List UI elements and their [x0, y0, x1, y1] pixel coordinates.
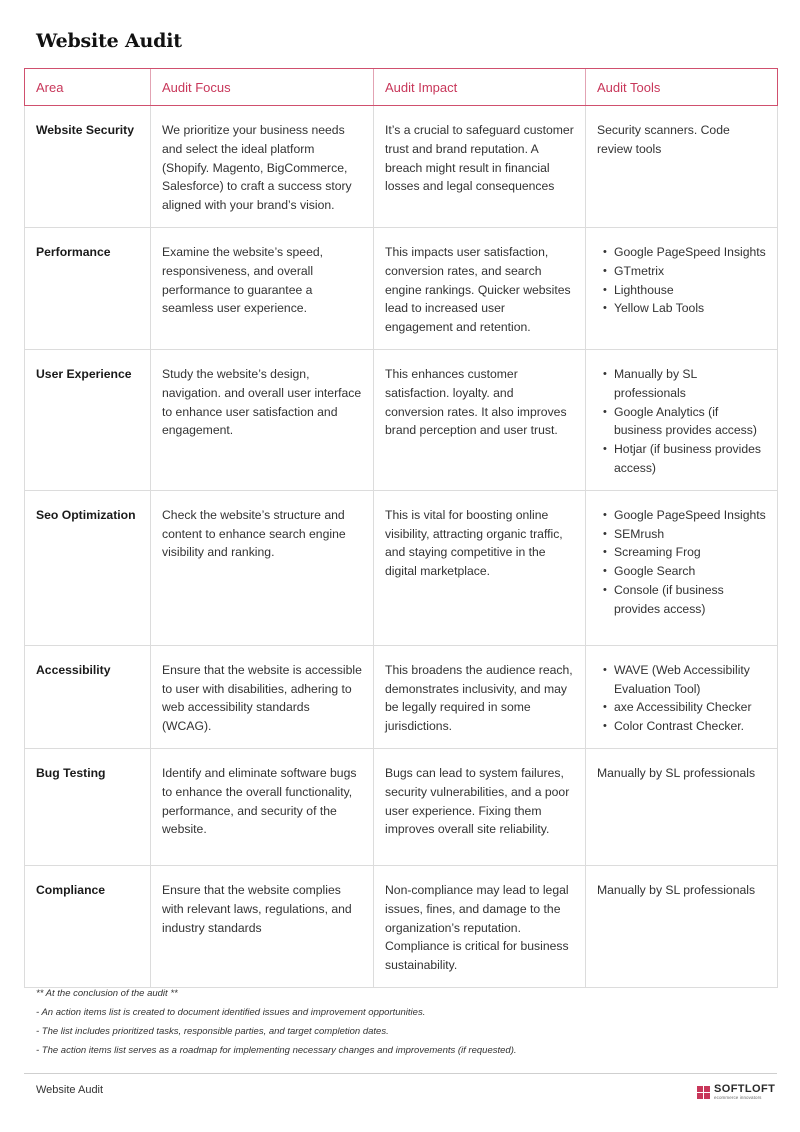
area-cell: Performance	[25, 227, 151, 349]
area-cell: Compliance	[25, 865, 151, 987]
tools-list-item: • Google Search	[603, 562, 766, 581]
logo-tagline: ecommerce innovators	[714, 1095, 762, 1100]
audit-tools-cell: Security scanners. Code review tools	[586, 106, 778, 228]
audit-focus-cell: Check the website’s structure and content to enhance search engine visibility and ranking.	[151, 490, 374, 645]
audit-impact-cell: This impacts user satisfaction, conversion rates, and search engine rankings. Quicker websites lead to increased user engagement and retention.	[374, 227, 586, 349]
audit-impact-cell: This broadens the audience reach, demonstrates inclusivity, and may be legally required in some jurisdictions.	[374, 645, 586, 748]
table-body	[25, 106, 778, 988]
audit-focus-cell: Identify and eliminate software bugs to enhance the overall functionality, performance, and security of the website.	[151, 748, 374, 865]
audit-notes	[36, 984, 776, 1060]
audit-impact-cell: It’s a crucial to safeguard customer trust and brand reputation. A breach might result in financial losses and legal consequences	[374, 106, 586, 228]
audit-focus-cell: Study the website’s design, navigation. and overall user interface to enhance user satisfaction and engagement.	[151, 349, 374, 490]
audit-tools-cell: Manually by SL professionals	[586, 865, 778, 987]
table-row	[25, 490, 778, 645]
audit-focus-cell: Ensure that the website is accessible to user with disabilities, adhering to web accessibility standards (WCAG).	[151, 645, 374, 748]
column-header-area: Area	[25, 69, 151, 106]
tools-list-item: • Screaming Frog	[603, 543, 766, 562]
tools-list-item: • Hotjar (if business provides access)	[603, 440, 766, 478]
audit-impact-cell: This enhances customer satisfaction. loyalty. and conversion rates. It also improves brand perception and user trust.	[374, 349, 586, 490]
audit-tools-cell	[586, 645, 778, 748]
column-header-audit-tools: Audit Tools	[586, 69, 778, 106]
softloft-logo	[697, 1084, 775, 1101]
audit-focus-cell: We prioritize your business needs and select the ideal platform (Shopify. Magento, BigCommerce, Salesforce) to craft a success story aligned with your brand’s vision.	[151, 106, 374, 228]
tools-list-item: • Lighthouse	[603, 281, 766, 300]
tools-list-item: • WAVE (Web Accessibility Evaluation Tool)	[603, 661, 766, 699]
audit-impact-cell: This is vital for boosting online visibility, attracting organic traffic, and staying competitive in the digital marketplace.	[374, 490, 586, 645]
audit-impact-cell: Bugs can lead to system failures, security vulnerabilities, and a poor user experience. Fixing them improves overall site reliability.	[374, 748, 586, 865]
audit-tools-cell	[586, 227, 778, 349]
notes-heading: ** At the conclusion of the audit **	[36, 988, 178, 999]
audit-impact-cell: Non-compliance may lead to legal issues, fines, and damage to the organization’s reputation. Compliance is critical for business sustainability.	[374, 865, 586, 987]
audit-tools-cell	[586, 490, 778, 645]
audit-tools-cell	[586, 349, 778, 490]
tools-list	[597, 243, 766, 318]
table-row	[25, 645, 778, 748]
column-header-audit-impact: Audit Impact	[374, 69, 586, 106]
area-cell: Bug Testing	[25, 748, 151, 865]
tools-list-item: • Manually by SL professionals	[603, 365, 766, 403]
tools-list-item: • Google PageSpeed Insights	[603, 506, 766, 525]
table-row	[25, 865, 778, 987]
notes-item: - The list includes prioritized tasks, responsible parties, and target completion dates.	[36, 1026, 389, 1037]
table-row	[25, 227, 778, 349]
tools-list	[597, 365, 766, 478]
area-cell: Seo Optimization	[25, 490, 151, 645]
logo-mark-icon	[697, 1086, 710, 1099]
tools-list-item: • axe Accessibility Checker	[603, 698, 766, 717]
audit-tools-cell: Manually by SL professionals	[586, 748, 778, 865]
page-title: Website Audit	[36, 30, 182, 52]
tools-list-item: • Color Contrast Checker.	[603, 717, 766, 736]
area-cell: Website Security	[25, 106, 151, 228]
area-cell: Accessibility	[25, 645, 151, 748]
footer-divider	[24, 1073, 777, 1074]
table-row	[25, 748, 778, 865]
footer-label: Website Audit	[36, 1084, 104, 1096]
column-header-audit-focus: Audit Focus	[151, 69, 374, 106]
tools-list-item: • SEMrush	[603, 525, 766, 544]
tools-list-item: • GTmetrix	[603, 262, 766, 281]
tools-list-item: • Yellow Lab Tools	[603, 299, 766, 318]
tools-list	[597, 506, 766, 619]
table-header-row	[25, 69, 778, 106]
tools-list-item: • Console (if business provides access)	[603, 581, 766, 619]
tools-list-item: • Google PageSpeed Insights	[603, 243, 766, 262]
table-row	[25, 349, 778, 490]
notes-item: - An action items list is created to document identified issues and improvement opportunities.	[36, 1007, 426, 1018]
audit-focus-cell: Ensure that the website complies with relevant laws, regulations, and industry standards	[151, 865, 374, 987]
tools-list	[597, 661, 766, 736]
table-row	[25, 106, 778, 228]
area-cell: User Experience	[25, 349, 151, 490]
logo-name: SOFTLOFT	[714, 1083, 776, 1095]
tools-list-item: • Google Analytics (if business provides access)	[603, 403, 766, 441]
audit-focus-cell: Examine the website’s speed, responsiveness, and overall performance to guarantee a seamless user experience.	[151, 227, 374, 349]
audit-table	[24, 68, 778, 988]
notes-item: - The action items list serves as a roadmap for implementing necessary changes and improvements (if requested).	[36, 1045, 517, 1056]
